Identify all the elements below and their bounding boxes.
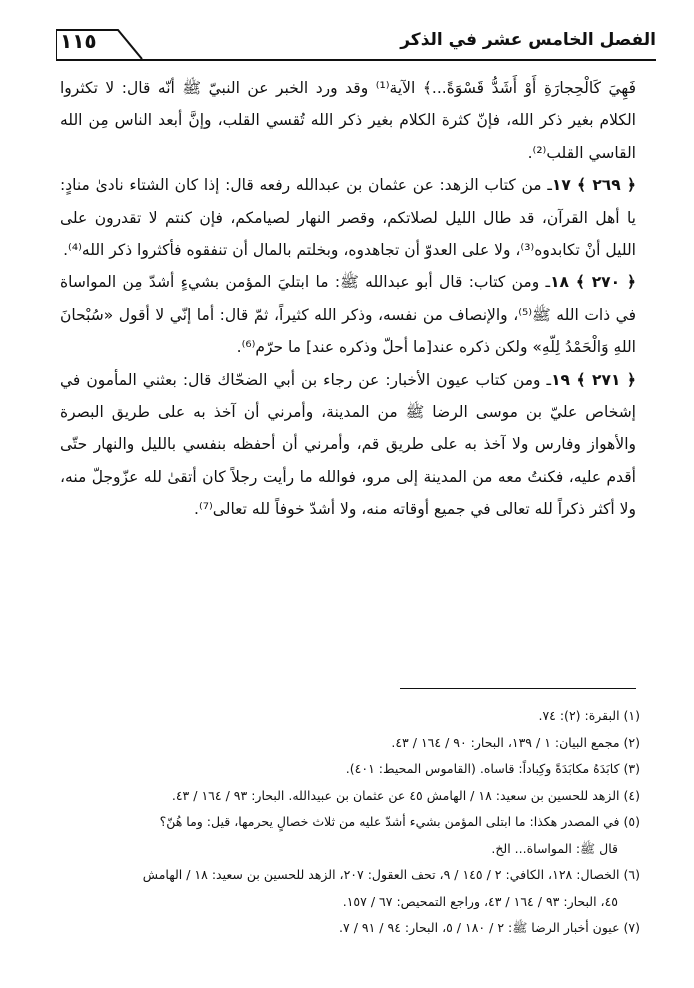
hadith-270-number: ﴿ ٢٧٠ ﴾ ١٨ xyxy=(550,273,636,292)
running-title: الفصل الخامس عشر في الذكر xyxy=(400,30,656,50)
footnote-2: (٢) مجمع البيان: ١ / ١٣٩، البحار: ٩٠ / ١٦٤ / ٤٣. xyxy=(391,734,640,750)
hadith-270 xyxy=(60,266,636,363)
paragraph-intro: فَهِيَ كَالْحِجارَةِ أَوْ أَشَدُّ قَسْوَةً...﴾ الآية⁽¹⁾ وقد ورد الخبر عن النبيّ ﷺ أنّه قال: لا تكثروا الكلام بغير ذكر الله، فإنّ كثرة الكلام بغير ذكر الله تُقسي القلب، وإنَّ أبعد الناس مِن الله القاسي القلب⁽²⁾. xyxy=(60,79,636,162)
footnote-1: (١) البقرة: (٢): ٧٤. xyxy=(538,708,640,723)
footnote-3: (٣) كابَدَهُ مكابَدَةً وكِباداً: قاساه. (القاموس المحيط: ٤٠١). xyxy=(345,761,640,776)
footnotes xyxy=(56,703,640,942)
page-header xyxy=(56,28,656,62)
footnote-7: (٧) عيون أخبار الرضا ﷺ: ٢ / ١٨٠ / ٥، البحار: ٩٤ / ٩١ / ٧. xyxy=(339,920,640,935)
header-rule xyxy=(56,59,656,61)
main-text xyxy=(60,72,636,526)
hadith-269 xyxy=(60,169,636,266)
hadith-271-number: ﴿ ٢٧١ ﴾ ١٩ xyxy=(551,370,637,389)
hadith-271 xyxy=(60,364,636,526)
footnote-6: (٦) الخصال: ١٢٨، الكافي: ٢ / ١٤٥ / ٩، تحف العقول: ٢٠٧، الزهد للحسين بن سعيد: ١٨ / الهامش xyxy=(142,867,640,882)
footnote-4: (٤) الزهد للحسين بن سعيد: ١٨ / الهامش ٤٥ عن عثمان بن عبيدالله. البحار: ٩٣ / ١٦٤ / ٤٣. xyxy=(171,787,640,803)
footnote-6-continued: ٤٥، البحار: ٩٣ / ١٦٤ / ٤٣، وراجع التمحيص: ٦٧ / ١٥٧. xyxy=(342,893,618,909)
hadith-270-text: ـ ومن كتاب: قال أبو عبدالله ﷺ: ما ابتليَ المؤمن بشيءٍ أشدّ مِن المواساة في ذات الله ﷺ⁽⁵⁾، والإنصاف من نفسه، وذكر الله كثيراً، ثمّ قال: أما إنّي لا أقول «سُبْحانَ اللهِ وَالْحَمْدُ لِلّهِ» ولكن ذكره عند[ما أحلّ وذكره عند] ما حرّم⁽⁶⁾. xyxy=(60,273,636,357)
hadith-269-text: ـ من كتاب الزهد: عن عثمان بن عبدالله رفعه قال: إذا كان الشتاء نادىٰ منادٍ: يا أهل القرآن، قد طال الليل لصلاتكم، وقصر النهار لصيامكم، فإن كنتم لا تقدرون على الليل أنْ تكابدوه⁽³⁾، ولا على العدوّ أن تجاهدوه، وبخلتم بالمال أن تنفقوه فأكثروا ذكر الله⁽⁴⁾. xyxy=(60,176,636,260)
footnote-5: (٥) في المصدر هكذا: ما ابتلى المؤمن بشيء أشدّ عليه من ثلاث خصالٍ يحرمها، قيل: وما هُنّ؟ xyxy=(159,814,640,829)
page-number: ١١٥ xyxy=(60,29,97,53)
hadith-269-number: ﴿ ٢٦٩ ﴾ ١٧ xyxy=(551,176,637,195)
page-number-box xyxy=(56,28,126,58)
footnote-separator xyxy=(400,688,636,689)
footnote-5-continued: قال ﷺ: المواساة... الخ. xyxy=(491,840,618,856)
hadith-271-text: ـ ومن كتاب عيون الأخبار: عن رجاء بن أبي الضحّاك قال: بعثني المأمون في إشخاص عليّ بن موسى الرضا ﷺ من المدينة، وأمرني أن آخذ به على طريق البصرة والأهواز وفارس ولا آخذ به على طريق قم، وأمرني أن أحفظه بنفسي بالليل والنهار حتّى أقدم عليه، فكنتُ معه من المدينة إلى مرو، فوالله ما رأيت رجلاً كان أتقىٰ لله عزّوجلّ منه، ولا أكثر ذكراً لله تعالى في جميع أوقاته منه، ولا أشدّ خوفاً لله تعالى⁽⁷⁾. xyxy=(60,370,636,519)
